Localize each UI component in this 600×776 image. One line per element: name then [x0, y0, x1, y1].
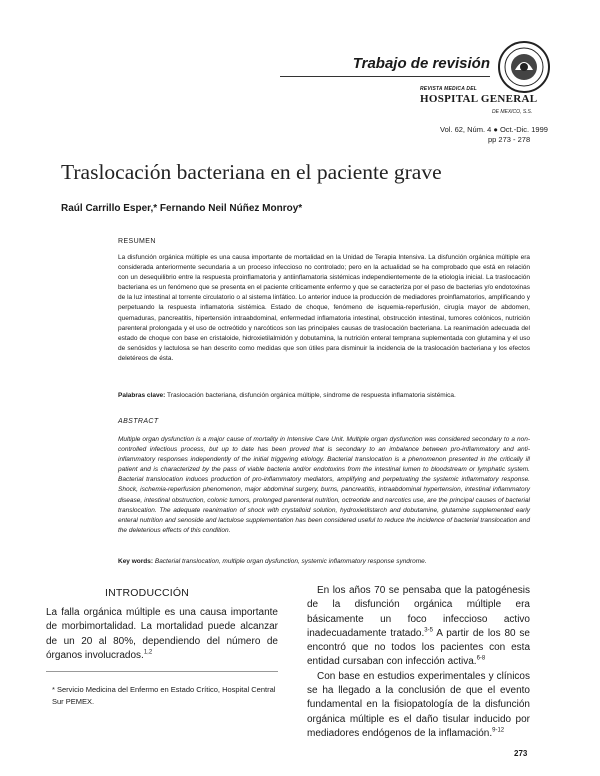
abstract-keywords [118, 557, 530, 567]
journal-name: HOSPITAL GENERAL [420, 93, 538, 105]
journal-location: DE MEXICO, S.S. [492, 109, 533, 115]
resumen-text: La disfunción orgánica múltiple es una causa importante de mortalidad en la Unidad de Terapia Intensiva. La disfunción orgánica múltiple era considerada anteriormente secundaria a un proceso infeccioso no controlado; pero en la actualidad se ha comprobado que está en relación con un desequilibrio entre la respuesta proinflamatoria y antiinflamatoria sistémicas independientemente de la etiología inicial. La traslocación bacteriana es un fenómeno que se presenta en el paciente críticamente enfermo y que se caracteriza por el paso de bacterias y/o endotoxinas de la luz intestinal al torrente circulatorio o al sistema linfático. Lo anterior induce la producción de mediadores proinflamatorios, amplificando y perpetuando la respuesta inflamatoria sistémica. Estado de choque, fenómeno de isquemia-reperfusión, cirugía mayor de abdomen, quemaduras, pancreatitis, hipertensión intraabdominal, enfermedad inflamatoria intestinal, obstrucción intestinal, tumores colónicos, nutrición parenteral prolongada y el uso de octreótido y narcóticos son las principales causas de traslocación bacteriana. La reanimación adecuada del estado de choque con base en cristaloide, hidroxietilalmidón y dobutamina, la nutrición enteral temprana suplementada con glutamina y el uso de senósidos y lactulosa se han descrito como medidas que son útiles para disminuir la incidencia de la traslocación bacteriana y los efectos deletéreos de ésta. [118, 254, 530, 362]
volume-info: Vol. 62, Núm. 4 ● Oct.-Dic. 1999 [440, 125, 548, 134]
footnote: * Servicio Medicina del Enfermo en Estado Crítico, Hospital Central Sur PEMEX. [52, 685, 276, 706]
authors: Raúl Carrillo Esper,* Fernando Neil Núñez Monroy* [61, 203, 303, 214]
keywords-label: Key words: [118, 558, 154, 565]
paragraph: Con base en estudios experimentales y clínicos se ha llegado a la conclusión de que el evento fundamental en la fisiopatología de la disfunción orgánica múltiple es el daño tisular inducido por mediadores endógenos de la inflamación.$^{9-12}$ [307, 670, 530, 739]
citation: 6-8 [476, 656, 486, 663]
paragraph: En los años 70 se pensaba que la patogénesis de la disfunción orgánica múltiple era básicamente un foco infeccioso activo inadecuadamente tratado.$^{3-5}$ A partir de los 80 se encontró que no todos los pacientes con esta entidad cursaban con infección activa.$^{6-8}$ [307, 585, 530, 668]
intro-paragraph: La falla orgánica múltiple es una causa importante de morbimortalidad. La mortalidad puede alcanzar de un 20 al 80%, dependiendo del número de órganos involucrados.$^{1,2}$ [46, 607, 278, 661]
page-number: 273 [514, 749, 528, 758]
citation: 1,2 [143, 649, 153, 656]
citation: 3-5 [424, 627, 433, 634]
section-label: Trabajo de revisión [280, 55, 490, 77]
keywords-text: Bacterial translocation, multiple organ dysfunction, systemic inflammatory response syndrome. [154, 558, 427, 565]
journal-small-title: REVISTA MEDICA DEL [420, 86, 478, 92]
resumen-heading: RESUMEN [118, 238, 156, 245]
abstract-text: Multiple organ dysfunction is a major cause of mortality in Intensive Care Unit. Multiple organ dysfunction was considered secondary to a non- controlled infectious process, but up to date has been proved that is secondary to an imbalance between pro-inflammatory and anti-inflammatory responses independently of the initial triggering etiology. Bacterial translocation is a phenomenon presented in the critically ill patient and is characterized by the pass of viable bacteria and/or endotoxins from the intestinal lumen to bloodstream or lymphatic system. Bacterial translocation induces production of pro-inflammatory mediators, amplifying and perpetuating the systemic inflammatory response. Shock, ischemia-reperfusion phenomenon, major abdominal surgery, burns, pancreatitis, intraabdominal hypertension, intestinal inflammatory disease, intestinal obstruction, colonic tumors, prolonged parenteral nutrition, octreotide and narcotics use, are the principal causes of bacterial translocation. The adequate reanimation of shock with crystalloid solution, hydroxietilstarch and dobutamine, glutamine supplemented early enteral nutrition and senoside and lactulose supplementation has been considered useful to reduce the incidence of bacterial translocation and the deleterious effects of this condition. [118, 436, 530, 534]
keywords-label: Palabras clave: [118, 392, 166, 399]
abstract-heading: ABSTRACT [118, 418, 159, 425]
journal-logo [497, 40, 551, 94]
intro-heading: INTRODUCCIÓN [105, 587, 190, 599]
left-column [46, 606, 278, 663]
keywords-text: Traslocación bacteriana, disfunción orgánica múltiple, síndrome de respuesta inflamatoria sistémica. [167, 392, 456, 399]
page-range: pp 273 - 278 [488, 135, 531, 144]
footnote-divider [46, 671, 278, 672]
resumen-keywords [118, 391, 530, 401]
right-column [307, 584, 530, 741]
article-title: Traslocación bacteriana en el paciente grave [61, 160, 442, 184]
citation: 9-12 [492, 727, 505, 734]
